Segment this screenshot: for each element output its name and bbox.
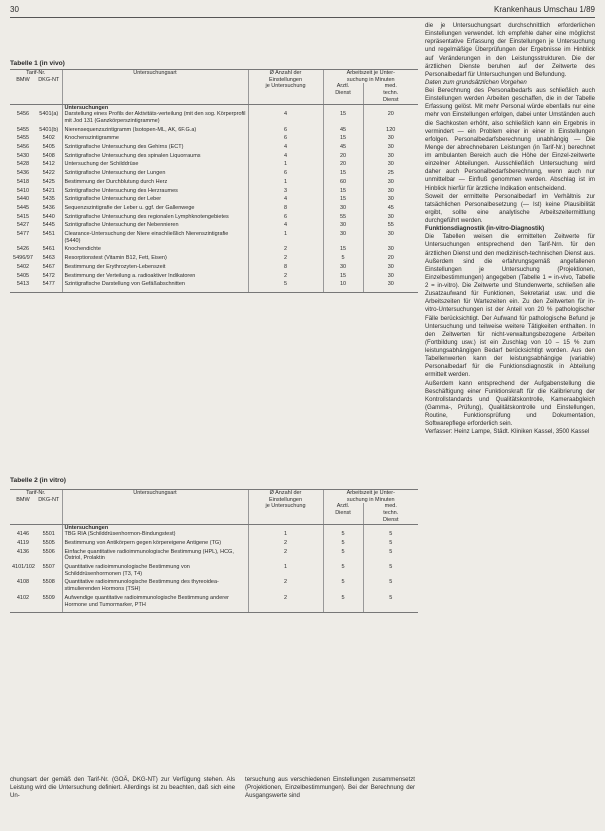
arzt-header: Ärztl. — [323, 503, 363, 510]
table-in-vivo — [10, 69, 418, 293]
anzahl-cell: 2 — [248, 595, 323, 613]
dkg-cell: 5463 — [42, 255, 55, 262]
anzahl-cell: 1 — [248, 161, 323, 170]
table-in-vitro — [10, 489, 418, 613]
med-minutes-cell: 120 — [363, 127, 418, 136]
anzahl-cell: 1 — [248, 531, 323, 540]
dkg-cell: 5440 — [42, 213, 55, 220]
med-minutes-cell: 5 — [363, 595, 418, 613]
paragraph: Bei Berechnung des Personalbedarfs aus schließlich auch Einstellungen werden Arbeiten geschaffen, die in der Tabelle Erfassung gelöst. Mit mehr Personal würde ebenfalls nur eine mehr von Einstellungen erfolgen, dabei unter Umständen auch die Sachkosten erhöht, also schließlich kann ein Ergebnis in vermindert — ein Problem einer in einer in Einstellungen erfolgen. Personalbedarfsberechnung unabhängig — Die Menge der abrechnebaren Leistungen (in Tarif-Nr.) berechnet im ambulanten Bereich auch die Höhe der Einzel-zeitwerte einzelner Abteilungen. Ausschließlich Untersuchung wird daher auch Personalbedarfsberechnung, wenn auch nur unmittelbar — Einfluß genommen werden. Abschlag ist im Hinblick hierfür für ärztliche Indikation entscheidend. — [425, 87, 595, 192]
bmr-cell: 5496/97 — [13, 255, 33, 262]
arbeitszeit-header-1: Arbeitszeit je Unter- — [323, 70, 418, 77]
table-row — [10, 549, 418, 564]
dkg-cell: 5472 — [42, 272, 55, 279]
med-minutes-cell: 5 — [363, 549, 418, 564]
arzt-minutes-cell: 30 — [323, 205, 363, 214]
anzahl-cell: 2 — [248, 540, 323, 549]
anzahl-cell: 1 — [248, 564, 323, 579]
table-row — [10, 540, 418, 549]
dkg-cell: 5509 — [36, 595, 62, 613]
anzahl-cell: 1 — [248, 179, 323, 188]
bmr-cell: 4136 — [16, 548, 30, 555]
arzt-minutes-cell: 30 — [323, 231, 363, 246]
anzahl-cell: 8 — [248, 264, 323, 273]
anzahl-cell: 2 — [248, 246, 323, 255]
dkg-cell: 5508 — [42, 579, 55, 586]
dkg-cell: 5445 — [42, 222, 55, 229]
table-row — [10, 595, 418, 613]
untersuchungsart-cell: Darstellung eines Profils der Aktivitäts-verteilung (mit den sog. Körperprofil mit Jod 131 (Ganzkörperszintigramme) — [62, 111, 248, 126]
arzt-header: Ärztl. — [323, 83, 363, 90]
bmr-cell: 5436 — [16, 170, 30, 177]
arzt-minutes-cell: 30 — [323, 222, 363, 231]
table-row — [10, 246, 418, 255]
untersuchungsart-cell: Szintigrafische Untersuchung des spinalen Liquorraums — [62, 153, 248, 162]
arzt-minutes-cell: 30 — [323, 264, 363, 273]
med-minutes-cell: 30 — [363, 281, 418, 292]
bmr-cell: 5455 — [16, 126, 30, 133]
bmr-cell: 4102 — [10, 595, 36, 613]
paragraph: die je Untersuchungsart durchschnittlich erforderlichen Einstellungen verwendet. Ich empfehle daher eine möglichst repräsentative Erfassung der Einstellungen je Untersuchung und regelmäßige Überprüfungen der Ergebnisse im Hinblick auf Veränderungen in den Leistungsstrukturen. Die der ärztlichen Dienste beruhen auf der Zeitwerte des Personalbedarf für Untersuchungen und Befundung. — [425, 22, 595, 78]
med-header-3: Dienst — [382, 516, 399, 523]
paragraph: Die Tabellen weisen die ermittelten Zeitwerte für Untersuchungen entsprechend den Tarif-Nrn. für den ärztlichen Dienst und den medizinisch-technischen Dienst aus. Außerdem sind die erfahrungsgemäß angefallenen Einstellungen je Untersuchung (Projektionen, Einzelbestimmungen) angegeben (Tabelle 1 = in-vivo, Tabelle 2 = in-vitro). Die Zeitwerte und Stundenwerte, schließen alle Zusatzaufwand für Funktionen, Sekretariat usw. und die Arbeitszeiten für Wartezeiten ein. Zu den Zeitwerten für in-vitro-Untersuchungen ist der Anteil von 20 % pathologischer Fälle berücksichtigt. Der Aufwand für pathologische Befund je Untersuchung und teilweise weitere Tätigkeiten enthalten. In den Zeitwerten für nicht-verwaltungsbezogene Arbeiten (Fortbildung usw.) ist ein Zuschlag von 10 – 15 % zum leistungsabhängigen Bedarf berücksichtigt worden. Aus den Tabellenwerten kann der leistungsabhängige (variable) Personalbedarf für die Funktionsdiagnostik in Abteilung ermittelt werden. — [425, 233, 595, 379]
arbeitszeit-header-2: suchung in Minuten — [323, 497, 418, 504]
anzahl-cell: 6 — [248, 170, 323, 179]
anzahl-cell: 8 — [248, 205, 323, 214]
bmr-cell: 5477 — [16, 231, 30, 238]
right-text-column — [425, 22, 595, 436]
arzt-minutes-cell: 15 — [323, 188, 363, 197]
untersuchungsart-cell: TBG RIA (Schilddrüsenhormon-Bindungstest) — [62, 531, 248, 540]
subsection-heading: Daten zum grundsätzlichen Vorgehen — [425, 78, 527, 86]
anzahl-header-3: je Untersuchung — [248, 503, 323, 510]
med-minutes-cell: 20 — [363, 111, 418, 126]
untersuchungsart-cell: Bestimmung der Durchblutung durch Herz — [62, 179, 248, 188]
med-header: med. — [363, 503, 418, 510]
untersuchungsart-cell: Knochendichte — [62, 246, 248, 255]
table-row — [10, 564, 418, 579]
anzahl-cell: 4 — [248, 144, 323, 153]
untersuchungsart-cell: Szintigrafische Untersuchung der Leber — [62, 196, 248, 205]
paragraph: Außerdem kann entsprechend der Aufgabenstellung die Beschäftigung einer Funktionskraft für die Kalibrierung der Kontrollstandards und Qualitätskontrolle, Kameraabgleich (Gamma-, Prüfung), Qualitätskontrolle und Einstellungen, Routine, Funktionsprüfung und Dokumentation, Softwarepflege erforderlich sein. — [425, 379, 595, 428]
dkg-cell: 5435 — [42, 196, 55, 203]
untersuchungsart-cell: Bestimmung der Erythrozyten-Lebenszeit — [62, 264, 248, 273]
dkg-cell: 5408 — [42, 152, 55, 159]
arzt-minutes-cell: 5 — [323, 540, 363, 549]
med-minutes-cell: 30 — [363, 188, 418, 197]
dkg-cell: 5501 — [42, 531, 55, 538]
tarif-header: Tarif-Nr. — [10, 70, 62, 77]
arzt-minutes-cell: 5 — [323, 564, 363, 579]
table1-title: Tabelle 1 (in vivo) — [10, 60, 65, 67]
dkg-cell: 5477 — [36, 281, 62, 292]
bmr-cell: 5428 — [16, 161, 30, 168]
anzahl-header-1: Ø Anzahl der — [248, 490, 323, 497]
med-minutes-cell: 30 — [363, 153, 418, 162]
bmr-cell: 5430 — [16, 152, 30, 159]
med-minutes-cell: 30 — [363, 161, 418, 170]
bmr-cell: 5402 — [16, 263, 30, 270]
arzt-minutes-cell: 15 — [323, 170, 363, 179]
header-rule — [10, 17, 595, 18]
table-row — [10, 531, 418, 540]
arzt-minutes-cell: 5 — [323, 595, 363, 613]
dkg-cell: 5421 — [42, 187, 55, 194]
arzt-minutes-cell: 20 — [323, 161, 363, 170]
arbeitszeit-header-1: Arbeitszeit je Unter- — [323, 490, 418, 497]
untersuchungsart-cell: Szintigrafische Untersuchung des Gehirns (ECT) — [62, 144, 248, 153]
bmr-cell: 5455 — [16, 135, 30, 142]
med-header: med. — [363, 83, 418, 90]
bmr-header: BMW — [16, 496, 30, 503]
bmr-cell: 4101/102 — [12, 564, 35, 571]
anzahl-cell: 4 — [248, 153, 323, 162]
anzahl-cell: 6 — [248, 214, 323, 223]
table-row — [10, 231, 418, 246]
med-minutes-cell: 30 — [363, 144, 418, 153]
untersuchungsart-cell: Einfache quantitative radioimmunologische Bestimmung (HPL), HCG, Östriol, Prolaktin — [62, 549, 248, 564]
table-row — [10, 144, 418, 153]
table-row — [10, 579, 418, 594]
table-row — [10, 281, 418, 292]
dkg-cell: 5425 — [42, 178, 55, 185]
table-row — [10, 127, 418, 136]
table-row — [10, 222, 418, 231]
dkg-cell: 5461 — [42, 246, 55, 253]
bmr-cell: 5418 — [16, 178, 30, 185]
section-label: Untersuchungen — [62, 104, 248, 111]
untersuchungsart-cell: Quantitative radioimmunologische Bestimmung von Schilddrüsenhormonen (T3, T4) — [62, 564, 248, 579]
dkg-cell: 5506 — [42, 548, 55, 555]
anzahl-header-2: Einstellungen — [248, 497, 323, 504]
bmr-cell: 5405 — [16, 272, 30, 279]
dkg-cell: 5505 — [42, 539, 55, 546]
untersuchungsart-cell: Clearance-Untersuchung der Niere einschließlich Nierenszintigrafie (5440) — [62, 231, 248, 246]
dkg-cell: 5422 — [42, 170, 55, 177]
med-minutes-cell: 30 — [363, 179, 418, 188]
table-row — [10, 255, 418, 264]
arzt-minutes-cell: 15 — [323, 273, 363, 282]
bmr-cell: 5410 — [16, 187, 30, 194]
table2-title: Tabelle 2 (in vitro) — [10, 477, 66, 484]
anzahl-cell: 1 — [248, 231, 323, 246]
arzt-minutes-cell: 55 — [323, 214, 363, 223]
dkg-cell: 5412 — [42, 161, 55, 168]
table-row — [10, 135, 418, 144]
med-minutes-cell: 30 — [363, 273, 418, 282]
paragraph: Verfasser: Heinz Lampe, Städt. Kliniken Kassel, 3500 Kassel — [425, 428, 590, 436]
bmr-cell: 5456 — [16, 144, 30, 151]
bmr-cell: 5415 — [16, 213, 30, 220]
anzahl-cell: 2 — [248, 273, 323, 282]
table-row — [10, 205, 418, 214]
bmr-cell: 5426 — [16, 246, 30, 253]
table-row — [10, 264, 418, 273]
anzahl-cell: 2 — [248, 549, 323, 564]
bmr-cell: 5440 — [16, 196, 30, 203]
bmr-cell: 4146 — [16, 531, 30, 538]
table-row — [10, 179, 418, 188]
untersuchungsart-cell: Szintigrafische Untersuchung der Lungen — [62, 170, 248, 179]
dkg-cell: 5467 — [42, 263, 55, 270]
anzahl-header-1: Ø Anzahl der — [248, 70, 323, 77]
section-label: Untersuchungen — [62, 524, 248, 531]
bmr-cell: 5427 — [16, 222, 30, 229]
arzt-minutes-cell: 5 — [323, 549, 363, 564]
untersuchungsart-cell: Knochenszintigramme — [62, 135, 248, 144]
untersuchungsart-cell: Nierensequenzszintigramm (Isotopen-ML, AK, 6F.G.a) — [62, 127, 248, 136]
untersuchungsart-cell: Szintigrafische Untersuchung des Herzraumes — [62, 188, 248, 197]
untersuchungsart-cell: Bestimmung von Antikörpern gegen körpereigene Antigene (TG) — [62, 540, 248, 549]
table-row — [10, 161, 418, 170]
med-minutes-cell: 45 — [363, 205, 418, 214]
arzt-minutes-cell: 5 — [323, 531, 363, 540]
med-minutes-cell: 30 — [363, 264, 418, 273]
arzt-minutes-cell: 15 — [323, 196, 363, 205]
dkg-cell: 5507 — [42, 564, 55, 571]
table-row — [10, 153, 418, 162]
med-minutes-cell: 30 — [363, 214, 418, 223]
bmr-cell: 5445 — [16, 204, 30, 211]
anzahl-header-3: je Untersuchung — [248, 83, 323, 90]
section-heading: Funktionsdiagnostik (in-vitro-Diagnostik) — [425, 225, 545, 233]
bmr-cell: 4119 — [17, 539, 29, 546]
med-minutes-cell: 5 — [363, 540, 418, 549]
untersuchungsart-cell: Quantitative radioimmunologische Bestimmung des thyreoidea-stimulierenden Hormons (TSH) — [62, 579, 248, 594]
table-row — [10, 170, 418, 179]
med-minutes-cell: 5 — [363, 579, 418, 594]
dkg-cell: 5401(b) — [39, 126, 59, 133]
bmr-cell: 4108 — [16, 579, 30, 586]
untersuchungsart-cell: Szintigrafische Untersuchung des regionalen Lymphknotengebietes — [62, 214, 248, 223]
arzt-minutes-cell: 20 — [323, 153, 363, 162]
med-minutes-cell: 30 — [363, 135, 418, 144]
med-minutes-cell: 5 — [363, 564, 418, 579]
anzahl-cell: 6 — [248, 127, 323, 136]
anzahl-cell: 5 — [248, 281, 323, 292]
med-minutes-cell: 55 — [363, 222, 418, 231]
dkg-cell: 5436 — [42, 204, 55, 211]
arzt-minutes-cell: 60 — [323, 179, 363, 188]
table-row — [10, 273, 418, 282]
untersuchungsart-header: Untersuchungsart — [62, 490, 248, 511]
table-row — [10, 111, 418, 126]
med-minutes-cell: 30 — [363, 246, 418, 255]
arzt-minutes-cell: 45 — [323, 127, 363, 136]
anzahl-cell: 2 — [248, 255, 323, 264]
arzt-minutes-cell: 15 — [323, 111, 363, 126]
arbeitszeit-header-2: suchung in Minuten — [323, 77, 418, 84]
arzt-minutes-cell: 15 — [323, 135, 363, 144]
untersuchungsart-cell: Sequenzszintigrafie der Leber u. ggf. der Gallenwege — [62, 205, 248, 214]
dkg-cell: 5451 — [42, 231, 55, 238]
dkg-cell: 5401(a) — [39, 111, 59, 118]
bmr-cell: 5456 — [16, 111, 30, 118]
table-row — [10, 188, 418, 197]
anzahl-cell: 6 — [248, 135, 323, 144]
arzt-minutes-cell: 5 — [323, 579, 363, 594]
anzahl-cell: 4 — [248, 196, 323, 205]
journal-title: Krankenhaus Umschau 1/89 — [494, 5, 595, 14]
arzt-header-2: Dienst — [323, 510, 363, 524]
arzt-minutes-cell: 45 — [323, 144, 363, 153]
dkg-header: DKG-NT — [38, 76, 60, 83]
med-minutes-cell: 5 — [363, 531, 418, 540]
med-minutes-cell: 30 — [363, 231, 418, 246]
paragraph: Soweit der ermittelte Personalbedarf im Verhältnis zur tatsächlichen Personalbesetzung (— Ist) keine Plausibilität ergibt, sollte eine analytische Arbeitszeitermittlung durchgeführt werden. — [425, 192, 595, 224]
bottom-middle-text: tersuchung aus verschiedenen Einstellungen zusammensetzt (Projektionen, Einzelbestimmungen). Bei der Berechnung der Ausgangswerte sind — [245, 776, 415, 800]
untersuchungsart-header: Untersuchungsart — [62, 70, 248, 91]
anzahl-cell: 4 — [248, 222, 323, 231]
arzt-header-2: Dienst — [323, 90, 363, 104]
anzahl-cell: 3 — [248, 188, 323, 197]
anzahl-cell: 2 — [248, 579, 323, 594]
arzt-minutes-cell: 5 — [323, 255, 363, 264]
untersuchungsart-cell: Resorptionstest (Vitamin B12, Fett, Eisen) — [62, 255, 248, 264]
dkg-cell: 5402 — [42, 135, 55, 142]
bottom-left-text: chungsart der gemäß den Tarif-Nr. (GOÄ, DKG-NT) zur Verfügung stehen. Als Leistung wird die Untersuchung definiert. Allerdings ist zu beachten, daß sich eine Un- — [10, 776, 235, 800]
dkg-cell: 5405 — [42, 144, 55, 151]
arzt-minutes-cell: 15 — [323, 246, 363, 255]
med-header-2: techn. — [383, 510, 399, 517]
untersuchungsart-cell: Bestimmung der Verteilung a. radioaktiver Indikatoren — [62, 273, 248, 282]
med-minutes-cell: 20 — [363, 255, 418, 264]
untersuchungsart-cell: Szintigrafische Untersuchung der Nebennieren — [62, 222, 248, 231]
med-header-2: techn. — [383, 90, 399, 97]
arzt-minutes-cell: 10 — [323, 281, 363, 292]
anzahl-header-2: Einstellungen — [248, 77, 323, 84]
tarif-header: Tarif-Nr. — [10, 490, 62, 497]
table-row — [10, 196, 418, 205]
med-minutes-cell: 30 — [363, 196, 418, 205]
anzahl-cell: 4 — [248, 111, 323, 126]
untersuchungsart-cell: Szintigrafische Darstellung von Gefäßabschnitten — [62, 281, 248, 292]
bmr-cell: 5413 — [10, 281, 36, 292]
table-row — [10, 214, 418, 223]
untersuchungsart-cell: Aufwendige quantitative radioimmunologische Bestimmung anderer Hormone und Tumormarker, PTH — [62, 595, 248, 613]
page-number: 30 — [10, 5, 19, 14]
med-header-3: Dienst — [382, 96, 399, 103]
bmr-header: BMW — [16, 76, 30, 83]
untersuchungsart-cell: Untersuchung der Schilddrüse — [62, 161, 248, 170]
dkg-header: DKG-NT — [38, 496, 60, 503]
med-minutes-cell: 25 — [363, 170, 418, 179]
